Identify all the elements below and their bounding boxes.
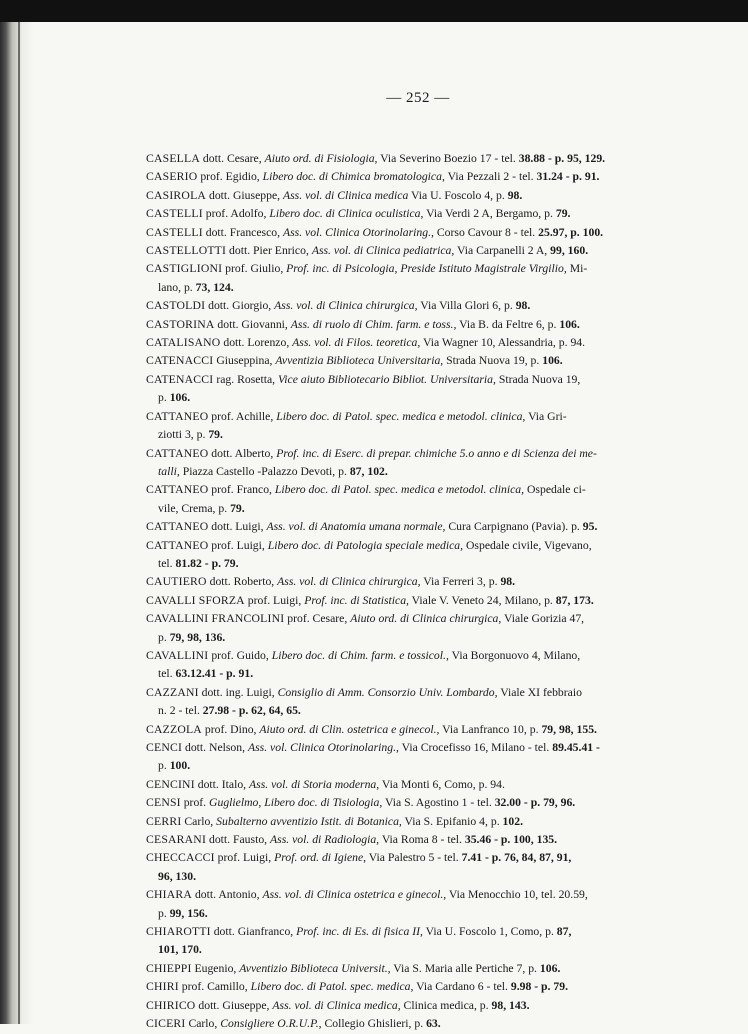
entry-line [146, 739, 684, 757]
directory-entry [146, 168, 684, 186]
entry-address: Via Wagner 10, Alessandria, p. 94. [420, 336, 586, 350]
directory-entry [146, 537, 684, 574]
entry-address: Via Pezzali 2 - tel. [444, 170, 537, 184]
entry-role: Ass. vol. Clinica Otorinolaring., [282, 225, 434, 239]
entry-line [146, 868, 684, 886]
entry-address: Via Severino Boezio 17 - tel. [377, 152, 519, 165]
entry-text: dott. Francesco, [202, 225, 283, 239]
entry-text: prof. Camillo, [178, 980, 251, 994]
entry-line [146, 518, 684, 536]
entry-role: Subalterno avventizio Istit. di Botanica, [216, 814, 402, 828]
entry-address: Via Menocchio 10, tel. 20.59, [446, 888, 588, 902]
entry-address: Corso Cavour 8 - tel. [433, 225, 539, 239]
entry-name: CATTANEO [146, 409, 209, 423]
entry-name: CENCINI [146, 777, 195, 791]
entry-pages: 96, 130. [158, 869, 196, 883]
directory-entry [146, 776, 684, 794]
entry-address: Piazza Castello -Palazzo Devoti, p. [179, 464, 350, 478]
entry-pages: 79. [230, 501, 245, 515]
entry-line [146, 923, 684, 941]
entry-role: Ass. vol. di Clinica chirurgica, [274, 299, 418, 313]
entry-role: Vice aiuto Bibliotecario Bibliot. Universitaria, [277, 372, 496, 386]
entry-text: prof. Franco, [208, 483, 275, 497]
entry-line [146, 831, 684, 849]
entry-text: dott. Cesare, [200, 152, 265, 165]
entry-address: Via Cardano 6 - tel. [413, 980, 511, 994]
entry-pages: 79, 98, 155. [541, 722, 597, 736]
entry-pages: 98, 143. [491, 998, 530, 1012]
entry-name: CATENACCI [146, 372, 214, 386]
entry-address: Via Verdi 2 A, Bergamo, p. [423, 207, 556, 221]
entry-text: dott. Lorenzo, [220, 336, 293, 350]
entry-name: CAVALLINI [146, 648, 209, 662]
entry-pages: 81.82 - p. 79. [175, 556, 239, 570]
entry-text: dott. Gianfranco, [210, 925, 297, 939]
entry-text: p. [158, 391, 170, 405]
entry-role: Ass. vol. di Anatomia umana normale, [266, 520, 446, 534]
entry-role: Libero doc. di Patol. spec. medica e metodol. clinica, [276, 409, 526, 423]
entry-role: Guglielmo, Libero doc. di Tisiologia, [209, 796, 383, 810]
entry-text: Carlo, [185, 1017, 221, 1031]
entry-pages: 101, 170. [158, 943, 202, 957]
entry-pages: 31.24 - p. 91. [536, 170, 600, 184]
entry-text: prof. Dino, [201, 722, 260, 736]
entry-text: vile, Crema, p. [158, 501, 231, 515]
directory-entry [146, 224, 684, 242]
entry-text: p. [158, 630, 170, 644]
entry-name: CAVALLINI FRANCOLINI [146, 612, 285, 626]
entry-name: CENCI [146, 741, 183, 754]
directory-entry [146, 316, 684, 334]
entry-role: Avventizio Biblioteca Universit., [239, 961, 391, 975]
entry-name: CATENACCI [146, 354, 214, 368]
entry-role: Ass. vol. di Storia moderna, [249, 777, 380, 791]
entry-address: Via Borgonuovo 4, Milano, [448, 648, 581, 662]
entry-line [146, 260, 684, 278]
entry-text: p. [158, 759, 170, 773]
entry-role: Ass. vol. di Filos. teoretica, [292, 336, 421, 350]
entry-name: CASIROLA [146, 188, 207, 202]
entry-pages: 63.12.41 - p. 91. [175, 667, 254, 681]
directory-entry [146, 923, 684, 960]
entry-name: CENSI [146, 796, 181, 810]
directory-entry [146, 684, 684, 721]
entry-line [146, 757, 684, 775]
entry-name: CASTELLI [146, 225, 203, 239]
directory-entry [146, 573, 684, 591]
entry-line [146, 794, 684, 812]
entry-role: Ass. di ruolo di Chim. farm. e toss., [290, 317, 457, 331]
entry-line [146, 905, 684, 923]
entry-role: Prof. inc. di Es. di fisica II, [296, 925, 423, 939]
entry-line [146, 481, 684, 499]
entry-name: CATTANEO [146, 446, 209, 460]
directory-entry [146, 352, 684, 370]
entry-pages: 106. [542, 354, 563, 368]
entry-line [146, 997, 684, 1015]
entry-pages: 79. [208, 428, 223, 442]
entry-pages: 87, 173. [555, 593, 594, 607]
entry-line [146, 849, 684, 867]
entry-pages: 87, [556, 925, 572, 939]
entry-line [146, 702, 684, 720]
entry-name: CASTIGLIONI [146, 262, 223, 276]
entry-pages: 106. [559, 317, 580, 331]
entry-line [146, 647, 684, 665]
entry-line [146, 316, 684, 334]
directory-entry [146, 960, 684, 978]
entry-text: prof. Achille, [208, 409, 277, 423]
directory-entry [146, 849, 684, 886]
entry-text: ziotti 3, p. [158, 428, 209, 442]
entry-name: CHIRI [146, 980, 179, 994]
entry-address: Via U. Foscolo 4, p. [408, 188, 508, 202]
scan-top-edge [0, 0, 748, 22]
entry-text: Eugenio, [191, 961, 240, 975]
entry-pages: 89.45.41 - [552, 741, 600, 754]
entry-role: Ass. vol. di Clinica chirurgica, [277, 575, 421, 589]
entry-text: prof. Giulio, [222, 262, 287, 276]
entry-name: CATTANEO [146, 483, 209, 497]
entry-role: Aiuto ord. di Clinica chirurgica, [350, 612, 502, 626]
entry-name: CHECCACCI [146, 851, 215, 865]
entry-line [146, 1015, 684, 1033]
entry-line [146, 592, 684, 610]
entry-address: Strada Nuova 19, p. [443, 354, 543, 368]
entry-role: Libero doc. di Patol. spec. medica, [250, 980, 414, 994]
entry-line [146, 776, 684, 794]
entry-pages: 27.98 - p. 62, 64, 65. [202, 704, 301, 718]
entry-address: Via S. Maria alle Pertiche 7, p. [390, 961, 540, 975]
directory-entry [146, 260, 684, 297]
entry-role: Prof. inc. di Eserc. di prepar. chimiche 5.o anno e di Scienza dei me- [276, 446, 597, 460]
entry-text: dott. Pier Enrico, [226, 244, 312, 258]
directory-entry [146, 334, 684, 352]
entry-pages: 63. [426, 1017, 441, 1031]
entry-text: dott. Luigi, [208, 520, 267, 534]
entry-text: dott. Fausto, [206, 833, 271, 847]
entry-text: prof. Adolfo, [202, 207, 270, 221]
entry-line [146, 886, 684, 904]
entry-name: CHIRICO [146, 998, 196, 1012]
entry-name: CHIEPPI [146, 961, 192, 975]
entry-pages: 79. [555, 207, 571, 221]
directory-entry [146, 242, 684, 260]
entry-address: Via Roma 8 - tel. [379, 833, 465, 847]
entry-line [146, 445, 684, 463]
directory-entry [146, 481, 684, 518]
directory-entry [146, 408, 684, 445]
entry-address: Mi- [566, 262, 588, 276]
entry-name: CAUTIERO [146, 575, 207, 589]
entry-text: prof. [180, 796, 210, 810]
entry-role: Libero doc. di Clinica oculistica, [269, 207, 424, 221]
directory-entries [146, 150, 684, 1034]
entry-text: dott. Antonio, [192, 888, 263, 902]
entry-text: dott. Alberto, [208, 446, 277, 460]
entry-pages: 99, 160. [550, 244, 589, 258]
directory-entry [146, 150, 684, 168]
entry-text: prof. Cesare, [284, 612, 351, 626]
entry-text: prof. Luigi, [244, 593, 305, 607]
entry-line [146, 610, 684, 628]
entry-pages: 38.88 - p. 95, 129. [518, 152, 606, 165]
directory-entry [146, 297, 684, 315]
directory-entry [146, 721, 684, 739]
entry-text: dott. Giuseppe, [195, 998, 273, 1012]
entry-text: prof. Luigi, [214, 851, 275, 865]
entry-text: dott. Italo, [194, 777, 250, 791]
entry-line [146, 684, 684, 702]
entry-name: CAZZOLA [146, 722, 202, 736]
entry-line [146, 960, 684, 978]
directory-entry [146, 813, 684, 831]
entry-role: Ass. vol. Clinica Otorinolaring., [247, 741, 399, 754]
entry-role: Libero doc. di Patologia speciale medica, [267, 538, 464, 552]
entry-pages: 35.46 - p. 100, 135. [464, 833, 558, 847]
entry-address: Via S. Agostino 1 - tel. [382, 796, 495, 810]
entry-line [146, 389, 684, 407]
entry-name: CASELLA [146, 152, 200, 165]
entry-text: prof. Luigi, [208, 538, 268, 552]
directory-entry [146, 831, 684, 849]
entry-pages: 7.41 - p. 76, 84, 87, 91, [461, 851, 572, 865]
entry-address: Via Crocefisso 16, Milano - tel. [398, 741, 553, 754]
entry-role: Libero doc. di Chimica bromatologica, [262, 170, 445, 184]
entry-line [146, 297, 684, 315]
entry-role: Ass. vol. di Clinica pediatrica, [311, 244, 455, 258]
entry-text: lano, p. [158, 280, 196, 294]
entry-line [146, 463, 684, 481]
entry-role: Aiuto ord. di Fisiologia, [264, 152, 378, 165]
entry-pages: 32.00 - p. 79, 96. [494, 796, 576, 810]
entry-role: Ass. vol. di Clinica medica [282, 188, 409, 202]
entry-pages: 102. [502, 814, 523, 828]
directory-entry [146, 997, 684, 1015]
entry-text: rag. Rosetta, [213, 372, 278, 386]
entry-line [146, 426, 684, 444]
entry-line [146, 978, 684, 996]
directory-entry [146, 610, 684, 647]
entry-text: p. [158, 906, 170, 920]
entry-address: Via S. Epifanio 4, p. [401, 814, 503, 828]
entry-role: Avventizia Biblioteca Universitaria, [275, 354, 444, 368]
entry-text: dott. Giorgio, [205, 299, 275, 313]
entry-line [146, 500, 684, 518]
entry-line [146, 334, 684, 352]
entry-role: Ass. vol. di Radiologia, [270, 833, 380, 847]
entry-address: Viale V. Veneto 24, Milano, p. [408, 593, 556, 607]
entry-name: CAZZANI [146, 685, 199, 699]
entry-line [146, 573, 684, 591]
entry-name: CATTANEO [146, 520, 209, 534]
entry-address: Via Villa Glori 6, p. [417, 299, 516, 313]
entry-pages: 106. [539, 961, 561, 975]
entry-address: Ospedale civile, Vigevano, [463, 538, 592, 552]
entry-pages: 98. [515, 299, 531, 313]
entry-role: Libero doc. di Patol. spec. medica e metodol. clinica, [274, 483, 525, 497]
entry-name: CHIAROTTI [146, 925, 211, 939]
entry-text: dott. Giuseppe, [206, 188, 283, 202]
entry-line [146, 555, 684, 573]
entry-text: tel. [158, 667, 176, 681]
entry-address: Strada Nuova 19, [495, 372, 581, 386]
entry-address: Cura Carpignano (Pavia). p. [445, 520, 583, 534]
directory-entry [146, 886, 684, 923]
entry-text: dott. Nelson, [182, 741, 248, 754]
entry-name: CATALISANO [146, 336, 221, 350]
entry-pages: 95. [582, 520, 598, 534]
entry-address: Via Monti 6, Como, p. 94. [379, 777, 505, 791]
directory-entry [146, 187, 684, 205]
entry-line [146, 941, 684, 959]
entry-line [146, 371, 684, 389]
entry-name: CASTOLDI [146, 299, 206, 313]
entry-text: tel. [158, 556, 176, 570]
directory-entry [146, 1015, 684, 1033]
entry-role: talli, [158, 464, 180, 478]
entry-text: prof. Guido, [208, 648, 272, 662]
entry-role: Consiglio di Amm. Consorzio Univ. Lombardo, [277, 685, 498, 699]
entry-pages: 9.98 - p. 79. [510, 980, 569, 994]
binding-gutter-line [18, 22, 20, 1024]
entry-text: dott. Giovanni, [214, 317, 291, 331]
entry-line [146, 813, 684, 831]
page-number-text: — 252 — [386, 90, 450, 106]
entry-address: Via Carpanelli 2 A, [454, 244, 551, 258]
entry-line [146, 352, 684, 370]
entry-name: CASTELLOTTI [146, 244, 227, 258]
directory-entry [146, 518, 684, 536]
entry-text: Giuseppina, [213, 354, 276, 368]
entry-line [146, 665, 684, 683]
entry-line [146, 205, 684, 223]
entry-address: Via Gri- [525, 409, 567, 423]
directory-entry [146, 794, 684, 812]
entry-text: Carlo, [181, 814, 217, 828]
entry-line [146, 242, 684, 260]
page-number [0, 90, 748, 107]
entry-name: CHIARA [146, 888, 193, 902]
entry-line [146, 279, 684, 297]
entry-address: Ospedale ci- [524, 483, 586, 497]
directory-entry [146, 592, 684, 610]
entry-name: CESARANI [146, 833, 207, 847]
entry-name: CAVALLI SFORZA [146, 593, 245, 607]
directory-entry [146, 647, 684, 684]
entry-address: Via B. da Feltre 6, p. [456, 317, 560, 331]
entry-address: Via Ferreri 3, p. [420, 575, 501, 589]
entry-text: prof. Egidio, [197, 170, 263, 184]
entry-line [146, 150, 684, 168]
entry-pages: 79, 98, 136. [169, 630, 226, 644]
entry-text: dott. ing. Luigi, [198, 685, 278, 699]
entry-role: Prof. inc. di Statistica, [304, 593, 409, 607]
entry-name: CERRI [146, 814, 182, 828]
directory-entry [146, 739, 684, 776]
entry-role: Consigliere O.R.U.P., [220, 1017, 322, 1031]
entry-pages: 98. [507, 188, 523, 202]
entry-address: Clinica medica, p. [400, 998, 492, 1012]
entry-name: CASTELLI [146, 207, 203, 221]
entry-role: Ass. vol. di Clinica ostetrica e ginecol., [262, 888, 447, 902]
entry-line [146, 629, 684, 647]
entry-pages: 99, 156. [169, 906, 208, 920]
entry-role: Aiuto ord. di Clin. ostetrica e ginecol., [259, 722, 440, 736]
directory-entry [146, 978, 684, 996]
entry-pages: 73, 124. [195, 280, 234, 294]
entry-name: CATTANEO [146, 538, 209, 552]
entry-pages: 100. [169, 759, 191, 773]
entry-line [146, 168, 684, 186]
entry-name: CASERIO [146, 170, 198, 184]
entry-pages: 25.97, p. 100. [538, 225, 604, 239]
entry-line [146, 187, 684, 205]
entry-role: Prof. ord. di Igiene, [274, 851, 367, 865]
entry-line [146, 224, 684, 242]
entry-address: Via Lanfranco 10, p. [439, 722, 542, 736]
entry-address: Collegio Ghislieri, p. [321, 1017, 427, 1031]
entry-role: Libero doc. di Chim. farm. e tossicol., [271, 648, 449, 662]
entry-pages: 98. [500, 575, 516, 589]
entry-address: Viale Gorizia 47, [501, 612, 585, 626]
entry-line [146, 537, 684, 555]
entry-line [146, 408, 684, 426]
entry-line [146, 721, 684, 739]
entry-pages: 106. [169, 391, 191, 405]
directory-entry [146, 205, 684, 223]
entry-pages: 87, 102. [349, 464, 388, 478]
entry-text: n. 2 - tel. [158, 704, 203, 718]
entry-name: CASTORINA [146, 317, 215, 331]
entry-name: CICERI [146, 1017, 186, 1031]
directory-entry [146, 371, 684, 408]
entry-address: Via Palestro 5 - tel. [366, 851, 462, 865]
entry-role: Ass. vol. di Clinica medica, [272, 998, 401, 1012]
entry-address: Viale XI febbraio [497, 685, 582, 699]
entry-address: Via U. Foscolo 1, Como, p. [422, 925, 557, 939]
book-binding-edge [0, 22, 34, 1024]
entry-role: Prof. inc. di Psicologia, Preside Istituto Magistrale Virgilio, [286, 262, 567, 276]
directory-entry [146, 445, 684, 482]
entry-text: dott. Roberto, [206, 575, 278, 589]
